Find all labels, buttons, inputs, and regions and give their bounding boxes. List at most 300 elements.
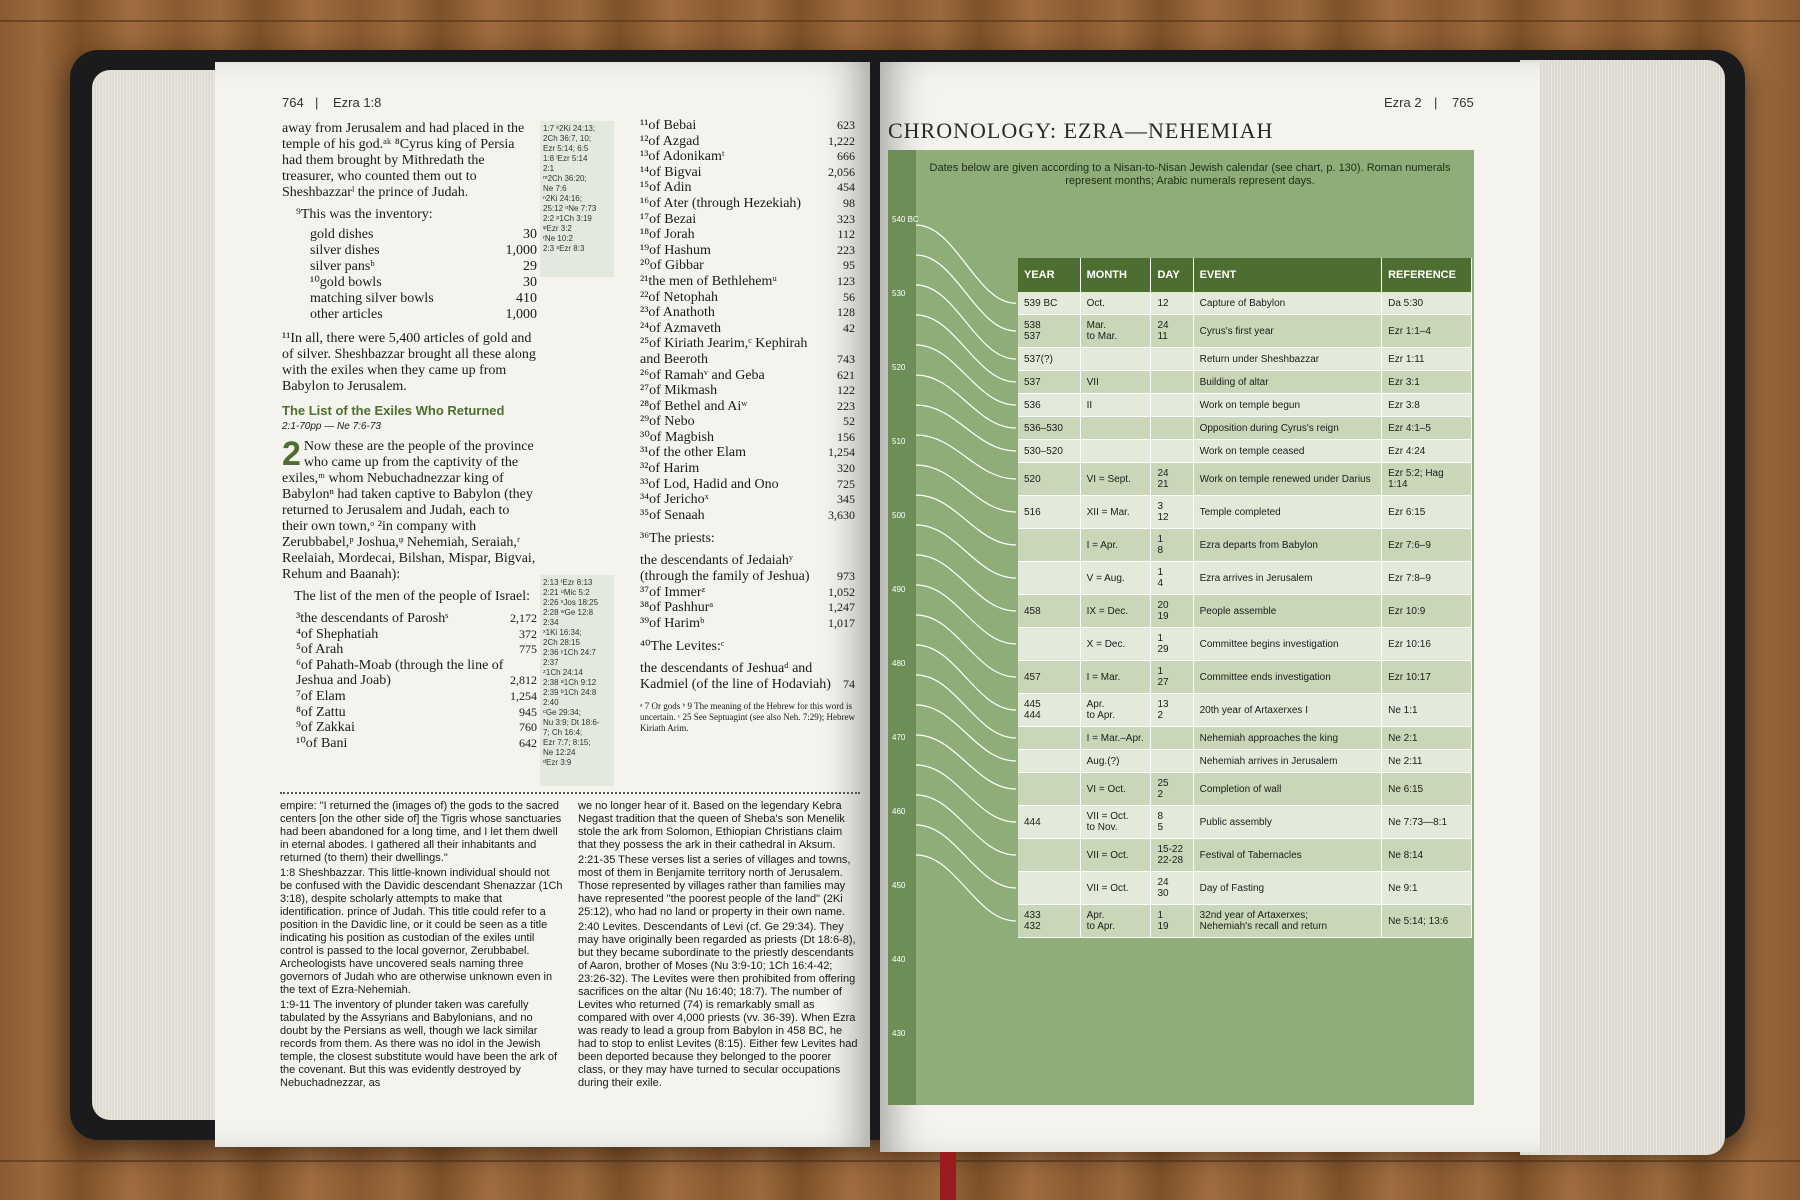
event-cell: Return under Sheshbazzar [1193,348,1382,371]
reference-cell: Ne 6:15 [1382,773,1472,806]
list-item [640,600,855,616]
cross-reference: 2Ch 28:15 [543,638,580,647]
column-header: REFERENCE [1382,258,1472,292]
year-cell: 537(?) [1018,348,1080,371]
day-cell [1151,348,1193,371]
section-reference: 2:1-70pp — Ne 7:6-73 [282,421,381,432]
list-name: ⁹of Zakkai [296,720,355,736]
month-cell: VII = Oct. [1080,872,1151,905]
list-count: 98 [843,195,855,210]
list-count: 372 [519,626,537,641]
list-name: ¹⁸of Jorah [640,227,695,243]
study-note: empire: "I returned the (images of) the gods to the sacred centers [on the other side of] the Tigris whose sanctuaries had been abandoned for a long time, and I let them dwell in eternal abodes. I gathered all their inhabitants and returned (to them) their dwellings." [280,800,562,864]
cross-reference: 2:21 ᵘMic 5:2 [543,588,590,597]
month-cell [1080,440,1151,463]
list-count: 623 [837,118,855,132]
reference-cell: Ezr 10:16 [1382,628,1472,661]
list-name: ¹⁷of Bezai [640,211,697,227]
table-row [1018,839,1472,872]
year-cell: 537 [1018,371,1080,394]
reference-cell: Ezr 3:1 [1382,371,1472,394]
inventory-row [310,243,537,259]
cross-reference: 2Ch 36:7, 10; [543,134,592,143]
inventory-count: 29 [523,259,537,274]
reference-cell: Ne 5:14; 13:6 [1382,905,1472,938]
day-cell [1151,440,1193,463]
list-count: 666 [837,149,855,164]
list-count: 56 [843,289,855,304]
month-cell: VII = Oct. to Nov. [1080,806,1151,839]
opening-text: away from Jerusalem and had placed in the temple of his god.ᵃᵏ ⁸Cyrus king of Persia had them brought by Mithredath the treasurer, who counted them out to Sheshbazzarˡ the prince of Judah. [282,121,525,200]
list-count: 345 [837,492,855,507]
list-name: ³⁹of Harimᵇ [640,615,705,631]
cross-reference: 2:1 [543,164,555,173]
year-cell: 457 [1018,661,1080,694]
day-cell [1151,417,1193,440]
list-name: ³⁸of Pashhurᵃ [640,600,714,616]
inventory-row [310,275,537,291]
table-row [1018,348,1472,371]
study-note: 1:8 Sheshbazzar. This little-known individual should not be confused with the Davidic descendant Shenazzar (1Ch 3:18), despite scholarly attempts to make that identification. prince of Judah. This title could refer to a position in the Davidic line, or it could be seen as a title indicating his position as custodian of the exiles until control is passed to the local governor, Zerubbabel. Archeologists have uncovered seals naming three governors of Judah who are otherwise unknown even in the text of Ezra-Nehemiah. [280,867,563,996]
list-count: 2,812 [510,673,537,688]
list-count: 621 [837,367,855,382]
list-count: 52 [843,414,855,429]
list-item [640,445,855,461]
list-name: ¹⁹of Hashum [640,242,711,258]
cross-reference: Nu 3:9; Dt 18:6- [543,718,600,727]
right-column [640,118,855,734]
connector-line [916,705,1016,761]
list-item [640,383,855,399]
cross-reference: 2:28 ʷGe 12:8 [543,608,594,617]
list-name: ²¹the men of Bethlehemᵘ [640,273,777,289]
day-cell: 1 19 [1151,905,1193,938]
day-cell: 1 8 [1151,529,1193,562]
day-cell: 24 11 [1151,315,1193,348]
event-cell: Building of altar [1193,371,1382,394]
list-count: 1,254 [828,445,855,460]
column-header: DAY [1151,258,1193,292]
inventory-count: 1,000 [505,307,537,322]
month-cell: I = Mar. [1080,661,1151,694]
table-row [1018,562,1472,595]
connector-line [916,255,1016,331]
list-name: ⁸of Zattu [296,704,346,720]
list-item [640,477,855,493]
list-count: 74 [843,677,855,691]
year-cell [1018,529,1080,562]
list-name: ¹²of Azgad [640,133,700,149]
timeline-tick-label: 480 [892,659,906,668]
table-header-row [1018,258,1472,292]
table-row [1018,315,1472,348]
list-item [640,661,855,692]
day-cell: 1 29 [1151,628,1193,661]
year-cell: 516 [1018,496,1080,529]
reference-cell: Ezr 4:24 [1382,440,1472,463]
list-item [296,627,537,643]
year-cell [1018,750,1080,773]
inventory-list [310,227,537,323]
event-cell: Ezra departs from Babylon [1193,529,1382,562]
left-running-head: Ezra 1:8 [333,95,382,110]
list-count: 1,247 [828,600,855,615]
list-count: 725 [837,476,855,491]
connector-line [916,495,1016,545]
list-name: ¹⁰of Bani [296,735,348,751]
table-row [1018,773,1472,806]
chart-title: CHRONOLOGY: EZRA—NEHEMIAH [888,118,1274,143]
column-header: MONTH [1080,258,1151,292]
cross-reference: 2:36 ʸ1Ch 24:7 [543,648,596,657]
list-count: 743 [837,351,855,366]
list-count: 320 [837,461,855,476]
levites-list [640,661,855,692]
column-header: EVENT [1193,258,1382,292]
list-count: 223 [837,398,855,413]
reference-cell: Ezr 10:9 [1382,595,1472,628]
timeline-tick-label: 530 [892,289,906,298]
event-cell: Opposition during Cyrus's reign [1193,417,1382,440]
table-row [1018,694,1472,727]
month-cell: Apr. to Apr. [1080,694,1151,727]
day-cell: 15-22 22-28 [1151,839,1193,872]
year-cell: 530–520 [1018,440,1080,463]
list-name: ³⁰of Magbish [640,429,714,445]
inventory-item: other articles [310,307,383,322]
list-name: ²⁹of Nebo [640,414,695,430]
list-name: ³⁴of Jerichoˣ [640,492,709,508]
table-row [1018,371,1472,394]
table-body [1018,292,1472,938]
page-edges-left [92,70,232,1120]
list-count: 123 [837,273,855,288]
list-item [640,274,855,290]
list-item [640,305,855,321]
list-item [640,461,855,477]
study-note: 2:40 Levites. Descendants of Levi (cf. Ge 29:34). They may have originally been regarded as priests (Dt 18:6-8), but they became subordinate to the priestly descendants of Aaron, brother of Moses (Nu 3:9-10; 1Ch 16:4-42; 23:26-32). The Levites were then prohibited from offering sacrifices on the altar (Nu 16:40; 18:7). The number of Levites who returned (74) is remarkably small as compared with over 4,000 priests (vv. 36-39). When Ezra was ready to lead a group from Babylon in 458 BC, he had to stop to enlist Levites (8:15). Either few Levites had been deported because they belonged to the poorer class, or they may have turned to secular occupations during their exile. [578,921,858,1089]
inventory-count: 30 [523,227,537,242]
connector-line [916,765,1016,822]
list-name: ²⁰of Gibbar [640,258,704,274]
footnote: ᵃ 7 Or gods ᵇ 9 The meaning of the Hebrew for this word is uncertain. ᶜ 25 See Septuagint (see also Neh. 7:29); Hebrew Kiriath Arim. [640,700,855,733]
inventory-row [310,291,537,307]
list-item [640,553,855,584]
list-count: 3,630 [828,507,855,522]
month-cell: Apr. to Apr. [1080,905,1151,938]
month-cell: XII = Mar. [1080,496,1151,529]
timeline-connectors [916,215,1026,1015]
list-count: 945 [519,704,537,719]
list-count: 775 [519,642,537,657]
list-item [640,336,855,367]
family-list-1 [296,611,537,751]
list-item [640,149,855,165]
reference-cell: Ezr 3:8 [1382,394,1472,417]
reference-cell: Ne 2:11 [1382,750,1472,773]
inventory-item: gold dishes [310,227,374,242]
list-name: ¹⁶of Ater (through Hezekiah) [640,195,802,211]
list-name: ²⁸of Bethel and Aiʷ [640,398,748,414]
connector-line [916,465,1016,512]
list-item [296,689,537,705]
table-row [1018,417,1472,440]
list-item [640,227,855,243]
day-cell [1151,727,1193,750]
study-note: 2:21-35 These verses list a series of villages and towns, most of them in Benjamite territory north of Jerusalem. Those represented by villages rather than families may have represented "the poorest people of the land" (2Ki 25:12), who had no land or property in their own name. [578,854,851,918]
year-cell: 538 537 [1018,315,1080,348]
page-edges-right [1520,60,1725,1155]
month-cell: Oct. [1080,292,1151,315]
list-name: ⁶of Pahath-Moab (through the line of Jeshua and Joab) [296,657,504,689]
month-cell [1080,348,1151,371]
list-name: ⁷of Elam [296,688,346,704]
table-row [1018,628,1472,661]
list-name: ³¹of the other Elam [640,445,746,461]
study-note: we no longer hear of it. Based on the legendary Kebra Negast tradition that the queen of Sheba's son Menelik stole the ark from Solomon, Ethiopian Christians claim that they possess the ark in their cathedral in Aksum. [578,800,845,851]
year-cell: 433 432 [1018,905,1080,938]
table-row [1018,661,1472,694]
cross-reference: Ezr 7:7; 8:15; [543,738,591,747]
inventory-item: silver dishes [310,243,380,258]
cross-reference: 2:39 ᵇ1Ch 24:8 [543,688,597,697]
list-item [640,196,855,212]
year-cell [1018,727,1080,750]
list-count: 454 [837,180,855,195]
connector-line [916,855,1016,921]
inventory-count: 30 [523,275,537,290]
connector-line [916,585,1016,644]
connector-line [916,615,1016,677]
reference-cell: Ezr 1:1–4 [1382,315,1472,348]
list-name: ¹³of Adonikamᵗ [640,149,725,165]
timeline-tick-label: 470 [892,733,906,742]
inventory-intro: ⁹This was the inventory: [296,207,433,222]
year-cell [1018,773,1080,806]
study-notes-column-1 [280,800,563,1120]
month-cell: VII = Oct. [1080,839,1151,872]
reference-cell: Ezr 4:1–5 [1382,417,1472,440]
month-cell: VI = Sept. [1080,463,1151,496]
cross-reference: 2:26 ᵛJos 18:25 [543,598,599,607]
list-name: ³the descendants of Paroshˢ [296,611,449,626]
list-name: ²²of Netophah [640,289,718,305]
inventory-row [310,259,537,275]
list-item [640,180,855,196]
list-intro: The list of the men of the people of Israel: [294,589,530,604]
list-item [640,258,855,274]
list-count: 2,056 [828,164,855,179]
timeline-tick-label: 500 [892,511,906,520]
list-count: 1,254 [510,688,537,703]
list-name: the descendants of Jedaiahʸ (through the family of Jeshua) [640,553,810,585]
reference-cell: Ezr 7:8–9 [1382,562,1472,595]
list-item [640,585,855,601]
year-cell [1018,839,1080,872]
cross-reference: Ne 12:24 [543,748,576,757]
event-cell: Day of Fasting [1193,872,1382,905]
event-cell: Nehemiah arrives in Jerusalem [1193,750,1382,773]
cross-reference: 1:8 ˡEzr 5:14 [543,154,588,163]
cross-reference: 7; Ch 16:4; [543,728,583,737]
table-row [1018,394,1472,417]
cross-reference: ᶜGe 29:34; [543,708,581,717]
table-row [1018,595,1472,628]
list-item [640,492,855,508]
event-cell: Committee begins investigation [1193,628,1382,661]
year-cell: 539 BC [1018,292,1080,315]
month-cell: Mar. to Mar. [1080,315,1151,348]
year-cell: 458 [1018,595,1080,628]
list-item [296,705,537,721]
table-row [1018,292,1472,315]
year-cell [1018,628,1080,661]
event-cell: Temple completed [1193,496,1382,529]
chapter-paragraph [282,435,537,583]
list-name: ¹¹of Bebai [640,118,697,133]
day-cell: 12 [1151,292,1193,315]
event-cell: Work on temple renewed under Darius [1193,463,1382,496]
cross-reference: ᵐ2Ch 36:20; [543,174,587,183]
event-cell: 20th year of Artaxerxes I [1193,694,1382,727]
reference-cell: Ne 2:1 [1382,727,1472,750]
right-running-head-sep: | [1434,95,1438,110]
table-row [1018,750,1472,773]
list-item [640,212,855,228]
list-name: ²⁷of Mikmash [640,383,718,399]
list-item [640,508,855,524]
inventory-row [310,307,537,323]
study-notes-column-2 [578,800,861,1120]
day-cell: 24 21 [1151,463,1193,496]
connector-line [916,795,1016,855]
list-name: ¹⁵of Adin [640,180,692,196]
chronology-table [1018,258,1472,938]
month-cell: I = Apr. [1080,529,1151,562]
left-column [282,121,537,751]
list-count: 642 [519,735,537,750]
list-count: 112 [837,227,855,242]
list-item [296,642,537,658]
list-count: 95 [843,258,855,273]
total-text: ¹¹In all, there were 5,400 articles of gold and of silver. Sheshbazzar brought all these along with the exiles when they came up from Babylon to Jerusalem. [282,331,536,394]
inventory-count: 410 [516,291,537,306]
table-row [1018,496,1472,529]
connector-line [916,225,1016,303]
list-count: 42 [843,320,855,335]
list-count: 1,017 [828,615,855,630]
table-row [1018,905,1472,938]
year-cell: 520 [1018,463,1080,496]
connector-line [916,405,1016,451]
list-name: ²³of Anathoth [640,305,715,321]
priests-intro: ³⁶The priests: [640,531,715,547]
list-name: ³²of Harim [640,461,700,477]
month-cell: II [1080,394,1151,417]
list-item [640,134,855,150]
year-cell [1018,562,1080,595]
cross-reference: ᶻ1Ch 24:14 [543,668,583,677]
list-item [640,616,855,632]
list-count: 1,052 [828,584,855,599]
event-cell: Work on temple ceased [1193,440,1382,463]
list-item [640,165,855,181]
day-cell: 8 5 [1151,806,1193,839]
study-note: 1:9-11 The inventory of plunder taken was carefully tabulated by the Assyrians and Babylonians, and no doubt by the Persians as well, though we lack similar records from them. As there was no idol in the Jewish temple, the closest substitute would have been the ark of the covenant. But this was evidently destroyed by Nebuchadnezzar, as [280,999,557,1089]
floor-seam [0,20,1800,22]
event-cell: Capture of Babylon [1193,292,1382,315]
chart-note: Dates below are given according to a Nisan-to-Nisan Jewish calendar (see chart, p. 130). Roman numerals represent months; Arabic numerals represent days. [929,162,1451,187]
event-cell: Completion of wall [1193,773,1382,806]
connector-line [916,555,1016,611]
cross-reference: 2:38 ᵃ1Ch 9:12 [543,678,597,687]
section-heading: The List of the Exiles Who Returned [282,403,505,418]
inventory-row [310,227,537,243]
event-cell: Nehemiah approaches the king [1193,727,1382,750]
list-count: 156 [837,429,855,444]
cross-reference: ˣ1Ki 16:34; [543,628,582,637]
cross-reference: 2:40 [543,698,559,707]
list-item [640,321,855,337]
list-count: 1,222 [828,133,855,148]
year-cell [1018,872,1080,905]
table-row [1018,463,1472,496]
left-running-head-sep: | [315,95,319,110]
chapter-text: Now these are the people of the province who came up from the captivity of the exiles,ᵐ whom Nebuchadnezzar king of Babylonⁿ had taken captive to Babylon (they returned to Jerusalem and Judah, each to their own town,ᵒ ²in company with Zerubbabel,ᵖ Joshua,ᵠ Nehemiah, Seraiah,ʳ Reelaiah, Mordecai, Bilshan, Mispar, Bigvai, Rehum and Baanah): [282,439,536,582]
connector-line [916,735,1016,789]
day-cell: 1 4 [1151,562,1193,595]
connector-line [916,345,1016,405]
list-name: ²⁴of Azmaveth [640,320,721,336]
floor-seam [0,1160,1800,1162]
timeline-tick-label: 430 [892,1029,906,1038]
list-name: ¹⁴of Bigvai [640,164,702,180]
right-page-number: 765 [1452,95,1474,110]
timeline-tick-label: 440 [892,955,906,964]
connector-line [916,435,1016,479]
list-count: 122 [837,383,855,398]
event-cell: Committee ends investigation [1193,661,1382,694]
list-count: 323 [837,211,855,226]
reference-cell: Ne 8:14 [1382,839,1472,872]
list-count: 223 [837,242,855,257]
cross-reference: ᵠEzr 3:2 [543,224,572,233]
cross-reference: 2:3 ˢEzr 8:3 [543,244,585,253]
connector-line [916,825,1016,888]
cross-reference: 2:37 [543,658,559,667]
list-item [640,118,855,134]
timeline-tick-label: 490 [892,585,906,594]
event-cell: People assemble [1193,595,1382,628]
reference-cell: Ne 9:1 [1382,872,1472,905]
list-name: ³⁷of Immerᶻ [640,584,706,600]
year-cell: 445 444 [1018,694,1080,727]
priests-list [640,553,855,631]
list-item [640,368,855,384]
left-page-number: 764 [282,95,304,110]
month-cell: I = Mar.–Apr. [1080,727,1151,750]
timeline-tick-label: 520 [892,363,906,372]
month-cell: VII [1080,371,1151,394]
list-item [640,414,855,430]
inventory-item: matching silver bowls [310,291,434,306]
year-cell: 444 [1018,806,1080,839]
day-cell: 3 12 [1151,496,1193,529]
list-item [640,399,855,415]
month-cell: X = Dec. [1080,628,1151,661]
reference-cell: Ne 7:73—8:1 [1382,806,1472,839]
cross-references-bottom [540,575,614,786]
